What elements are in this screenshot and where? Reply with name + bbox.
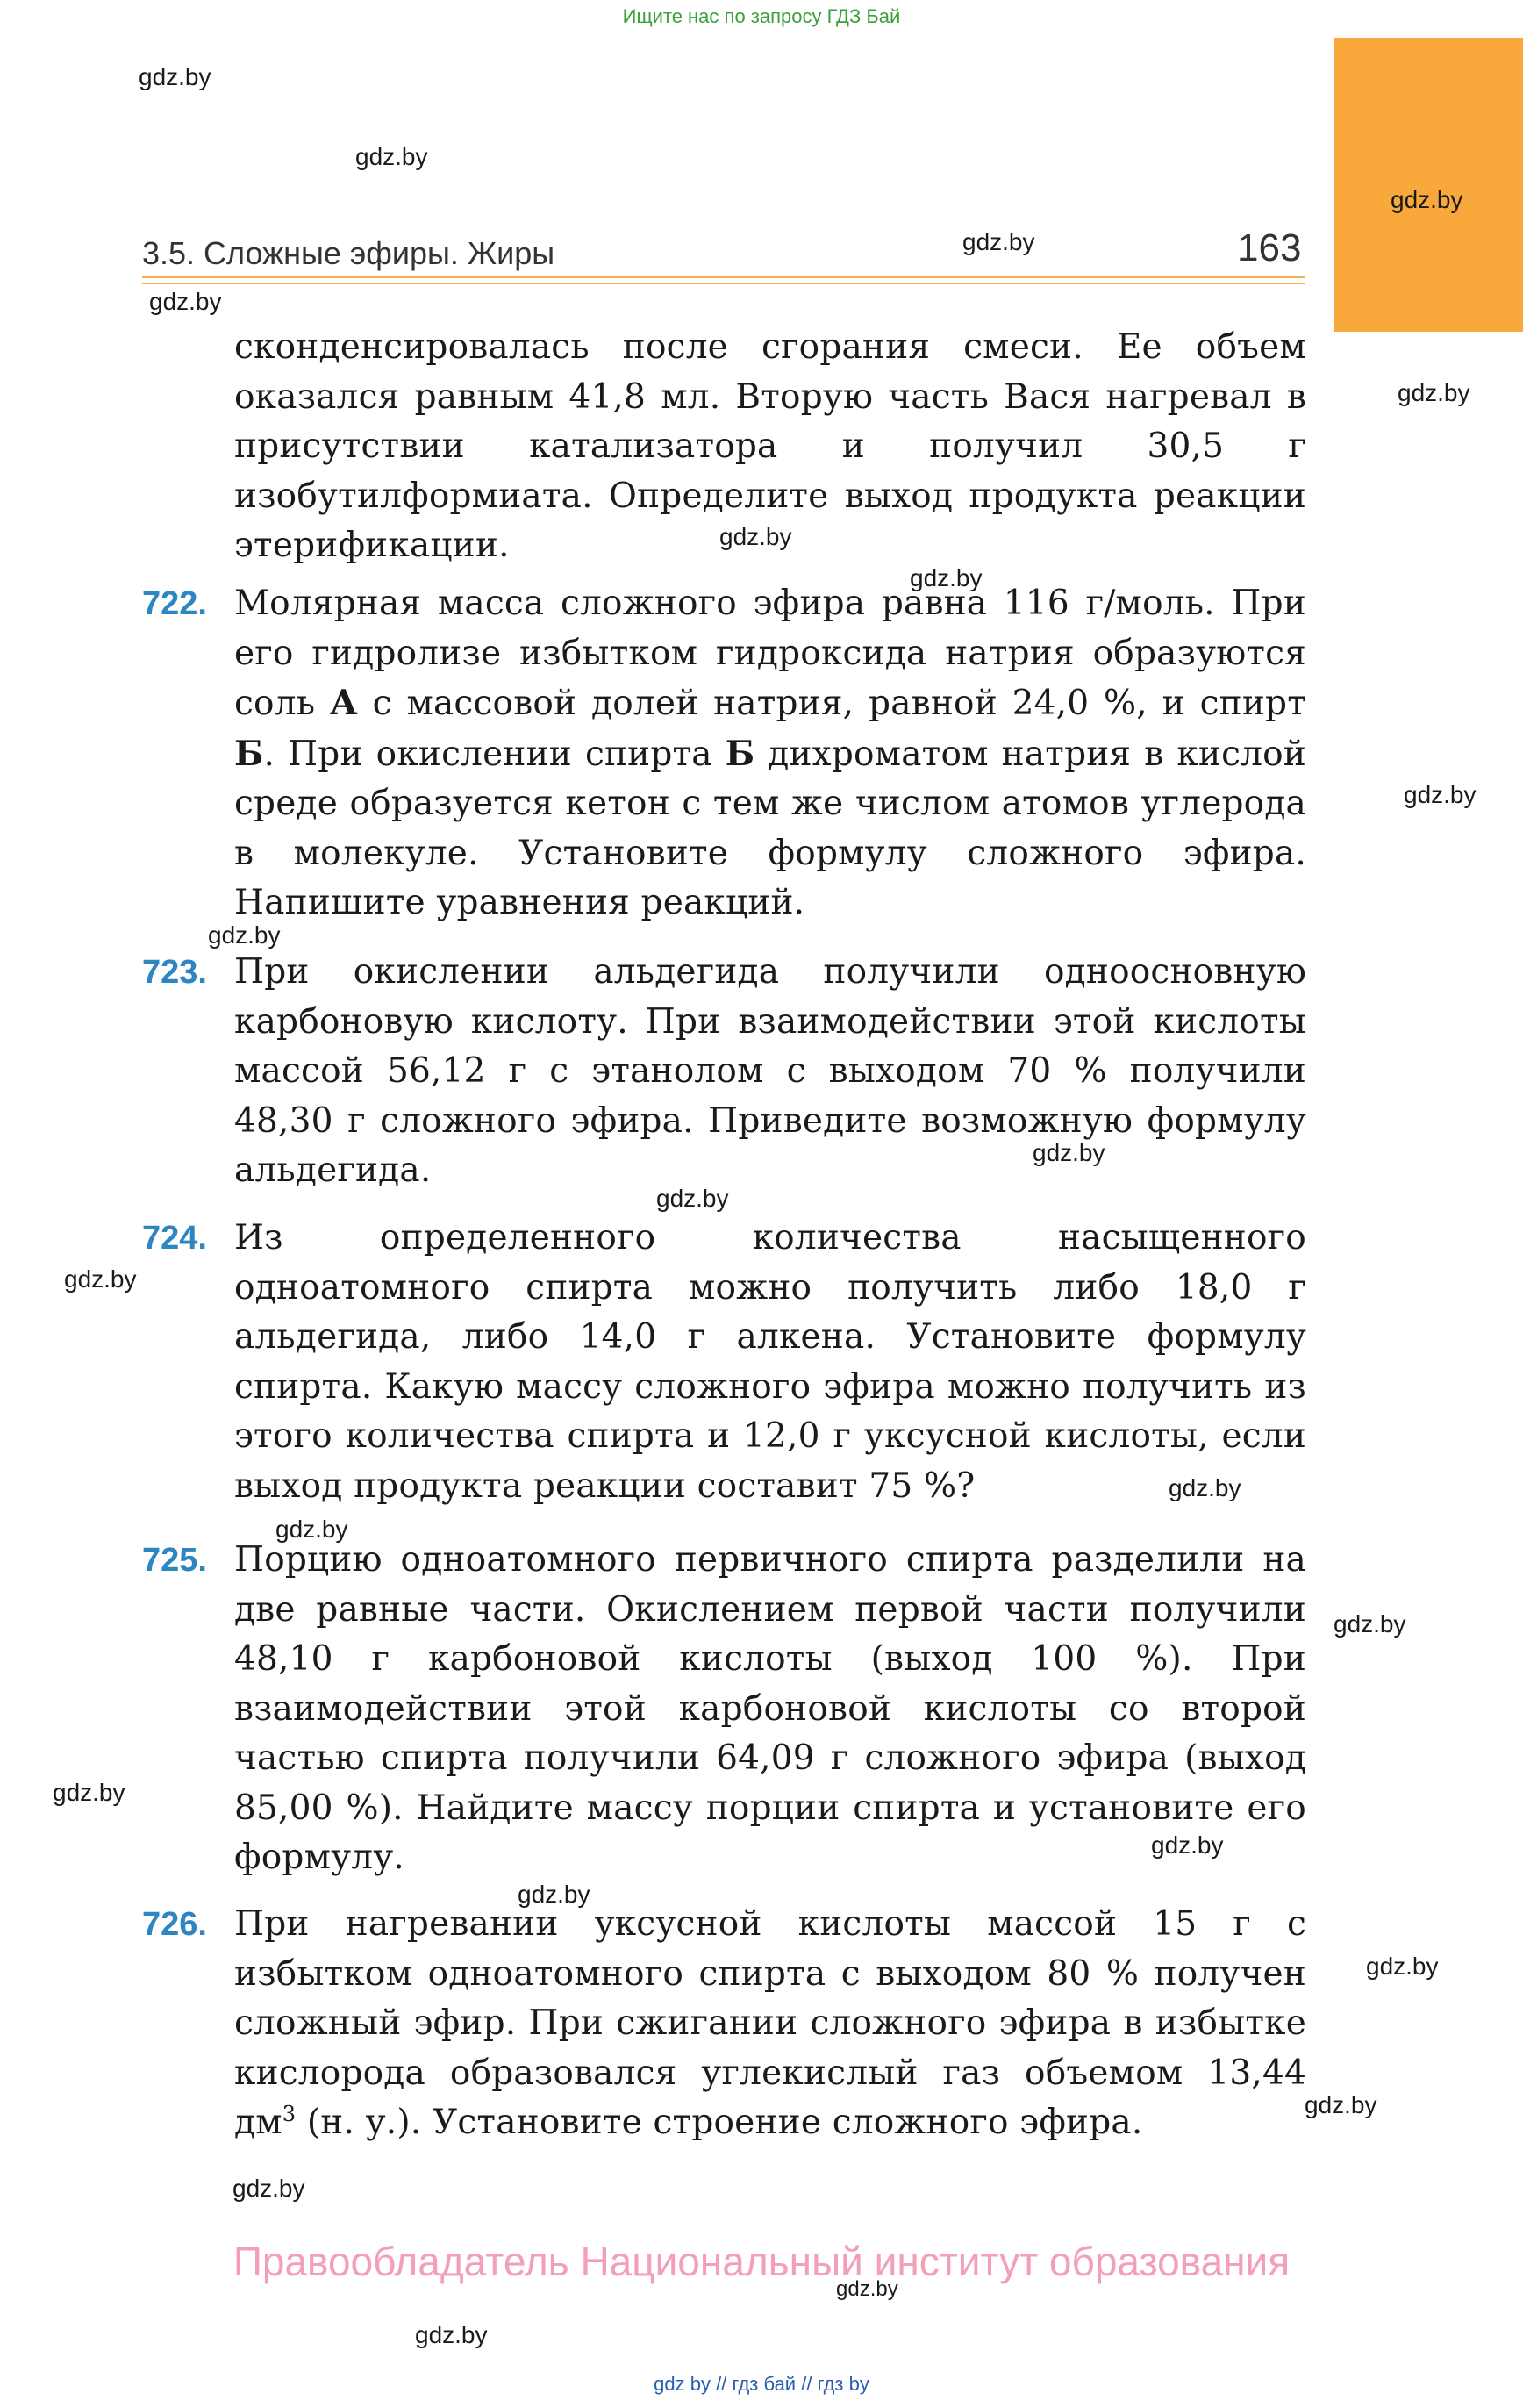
problem-number: 724.: [142, 1220, 207, 1257]
problem-text: При окислении альдегида получили одноосновную карбоновую кислоту. При взаимодействии этой кислоты массой 56,12 г с этанолом с выходом 70 % получили 48,30 г сложного эфира. Приведите возможную формулу альдегида.: [234, 952, 1306, 1190]
watermark: gdz.by: [1305, 2091, 1377, 2118]
watermark: gdz.by: [656, 1185, 729, 1212]
watermark: gdz.by: [1033, 1139, 1105, 1166]
problem-number: 725.: [142, 1542, 207, 1579]
watermark: gdz.by: [232, 2175, 305, 2202]
problem-722: [142, 579, 1306, 928]
section-title: 3.5. Сложные эфиры. Жиры: [142, 235, 555, 271]
header-rule: [142, 276, 1305, 278]
bottom-links[interactable]: gdz by // гдз бай // гдз by: [654, 2373, 869, 2395]
problem-726: [142, 1900, 1306, 2148]
watermark: gdz.by: [962, 228, 1035, 255]
watermark: gdz.by: [275, 1516, 348, 1543]
problem-725: [142, 1536, 1306, 1883]
watermark: gdz.by: [1169, 1474, 1241, 1501]
watermark: gdz.by: [1398, 379, 1470, 406]
watermark: gdz.by: [719, 523, 792, 550]
copyright-footer: Правообладатель Национальный институт образования: [232, 2239, 1291, 2284]
watermark: gdz.by: [1334, 1610, 1406, 1638]
watermark: gdz.by: [64, 1265, 137, 1293]
side-color-block: [1334, 38, 1523, 332]
problem-number: 726.: [142, 1906, 207, 1943]
watermark: gdz.by: [1404, 781, 1477, 808]
watermark: gdz.by: [1366, 1953, 1439, 1980]
problem-number: 723.: [142, 954, 207, 991]
problem-724: [142, 1214, 1306, 1511]
watermark: gdz.by: [53, 1779, 125, 1806]
watermark: gdz.by: [355, 143, 428, 170]
continuation-text: сконденсировалась после сгорания смеси. Ее объем оказался равным 41,8 мл. Вторую часть Вася нагревал в присутствии катализатора и получил 30,5 г изобутилформиата. Определите выход продукта реакции этерификации.: [234, 327, 1306, 565]
header-rule: [142, 283, 1305, 284]
watermark: gdz.by: [208, 921, 281, 949]
top-banner: Ищите нас по запросу ГДЗ Бай: [622, 5, 901, 27]
watermark: gdz.by: [415, 2321, 488, 2348]
watermark: gdz.by: [1391, 186, 1463, 213]
watermark: gdz.by: [836, 2277, 898, 2301]
problem-text: При нагревании уксусной кислоты массой 15 г с избытком одноатомного спирта с выходом 80 % получен сложный эфир. При сжигании сложного эфира в избытке кислорода образовался углекислый газ объемом 13,44 $дм^3$ (н. у.). Установите строение сложного эфира.: [234, 1904, 1306, 2142]
watermark: gdz.by: [910, 564, 983, 591]
problem-723: [142, 948, 1306, 1196]
problem-text: Порцию одноатомного первичного спирта разделили на две равные части. Окислением первой части получили 48,10 г карбоновой кислоты (выход 100 %). При взаимодействии этой карбоновой кислоты со второй частью спирта получили 64,09 г сложного эфира (выход 85,00 %). Найдите массу порции спирта и установите его формулу.: [234, 1540, 1306, 1877]
watermark: gdz.by: [518, 1881, 590, 1908]
problem-number: 722.: [142, 585, 207, 622]
problem-text: Из определенного количества насыщенного одноатомного спирта можно получить либо 18,0 г альдегида, либо 14,0 г алкена. Установите формулу спирта. Какую массу сложного эфира можно получить из этого количества спирта и 12,0 г уксусной кислоты, если выход продукта реакции составит 75 %?: [234, 1218, 1306, 1506]
page-number: 163: [1237, 226, 1302, 269]
problem-text: Молярная масса сложного эфира равна 116 г/моль. При его гидролизе избытком гидроксида натрия образуются соль А с массовой долей натрия, равной 24,0 %, и спирт Б. При окислении спирта Б дихроматом натрия в кислой среде образуется кетон с тем же числом атомов углерода в молекуле. Установите формулу сложного эфира. Напишите уравнения реакций.: [234, 584, 1306, 922]
watermark: gdz.by: [139, 63, 211, 90]
watermark: gdz.by: [149, 288, 222, 315]
watermark: gdz.by: [1151, 1831, 1224, 1859]
